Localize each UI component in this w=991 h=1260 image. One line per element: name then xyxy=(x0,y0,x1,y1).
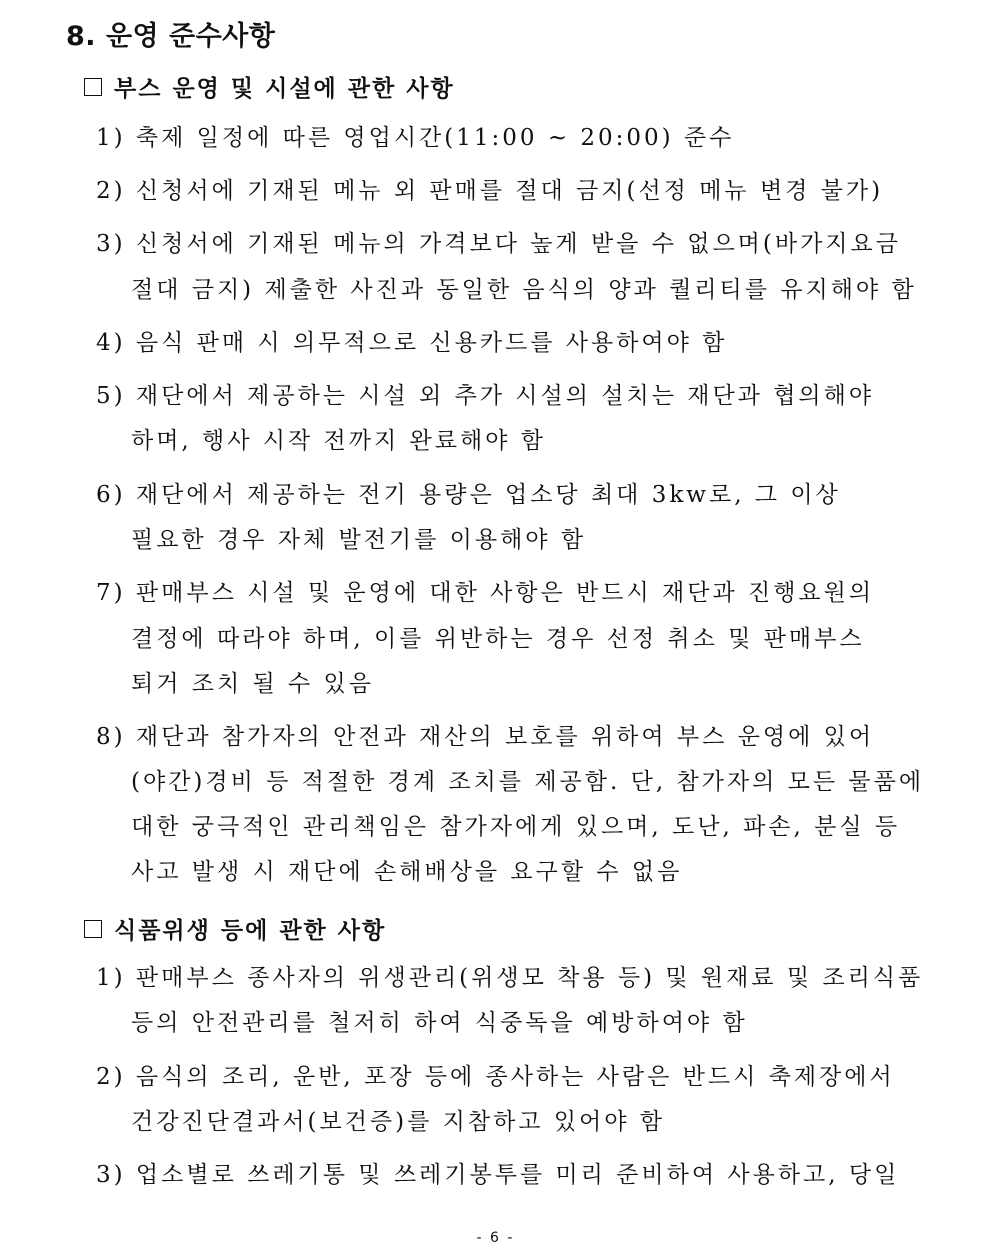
item-text-continuation: 퇴거 조치 될 수 있음 xyxy=(131,671,374,697)
page-number: - 6 - xyxy=(476,1230,515,1246)
item-text: 재단에서 제공하는 전기 용량은 업소당 최대 3kw로, 그 이상 xyxy=(135,482,841,508)
list-item xyxy=(96,1062,895,1092)
item-text-continuation: 건강진단결과서(보건증)를 지참하고 있어야 함 xyxy=(131,1109,666,1135)
item-text: 판매부스 종사자의 위생관리(위생모 착용 등) 및 원재료 및 조리식품 xyxy=(135,965,924,991)
list-item xyxy=(96,176,883,206)
item-text-continuation: 하며, 행사 시작 전까지 완료해야 함 xyxy=(131,428,546,454)
page-title: 8. 운영 준수사항 xyxy=(66,21,276,52)
section-heading-hygiene xyxy=(84,912,386,945)
item-number: 2) xyxy=(96,178,126,204)
checkbox-icon xyxy=(84,78,102,96)
item-number: 6) xyxy=(96,482,126,508)
item-text: 재단에서 제공하는 시설 외 추가 시설의 설치는 재단과 협의해야 xyxy=(135,383,875,409)
item-text: 축제 일정에 따른 영업시간(11:00 ~ 20:00) 준수 xyxy=(135,125,735,151)
checkbox-icon xyxy=(84,920,102,938)
item-text-continuation: 사고 발생 시 재단에 손해배상을 요구할 수 없음 xyxy=(131,859,683,885)
list-item xyxy=(96,963,923,993)
item-number: 3) xyxy=(96,1162,126,1188)
item-text: 신청서에 기재된 메뉴 외 판매를 절대 금지(선정 메뉴 변경 불가) xyxy=(135,178,884,204)
item-text-continuation: 등의 안전관리를 철저히 하여 식중독을 예방하여야 함 xyxy=(131,1010,748,1036)
item-text-continuation: 필요한 경우 자체 발전기를 이용해야 함 xyxy=(131,527,587,553)
list-item xyxy=(96,328,727,358)
item-number: 8) xyxy=(96,724,126,750)
item-number: 3) xyxy=(96,231,126,257)
item-number: 7) xyxy=(96,580,126,606)
item-text: 재단과 참가자의 안전과 재산의 보호를 위하여 부스 운영에 있어 xyxy=(135,724,875,750)
item-number: 2) xyxy=(96,1064,126,1090)
section-heading-label: 식품위생 등에 관한 사항 xyxy=(114,918,387,944)
list-item xyxy=(96,229,901,259)
list-item xyxy=(96,480,841,510)
item-text-continuation: (야간)경비 등 적절한 경계 조치를 제공함. 단, 참가자의 모든 물품에 xyxy=(131,769,925,795)
item-number: 1) xyxy=(96,965,126,991)
item-text: 판매부스 시설 및 운영에 대한 사항은 반드시 재단과 진행요원의 xyxy=(135,580,875,606)
item-text: 음식 판매 시 의무적으로 신용카드를 사용하여야 함 xyxy=(135,330,728,356)
item-text: 업소별로 쓰레기통 및 쓰레기봉투를 미리 준비하여 사용하고, 당일 xyxy=(135,1162,900,1188)
item-number: 5) xyxy=(96,383,126,409)
item-number: 1) xyxy=(96,125,126,151)
section-heading-label: 부스 운영 및 시설에 관한 사항 xyxy=(114,76,455,102)
item-text-continuation: 절대 금지) 제출한 사진과 동일한 음식의 양과 퀄리티를 유지해야 함 xyxy=(131,277,917,303)
list-item xyxy=(96,1160,899,1190)
list-item xyxy=(96,578,874,608)
item-text: 음식의 조리, 운반, 포장 등에 종사하는 사람은 반드시 축제장에서 xyxy=(135,1064,895,1090)
list-item xyxy=(96,381,874,411)
item-text-continuation: 대한 궁극적인 관리책임은 참가자에게 있으며, 도난, 파손, 분실 등 xyxy=(131,814,901,840)
section-heading-booth xyxy=(84,70,455,103)
item-number: 4) xyxy=(96,330,126,356)
list-item xyxy=(96,123,734,153)
item-text: 신청서에 기재된 메뉴의 가격보다 높게 받을 수 없으며(바가지요금 xyxy=(135,231,901,257)
list-item xyxy=(96,722,874,752)
item-text-continuation: 결정에 따라야 하며, 이를 위반하는 경우 선정 취소 및 판매부스 xyxy=(131,626,865,652)
